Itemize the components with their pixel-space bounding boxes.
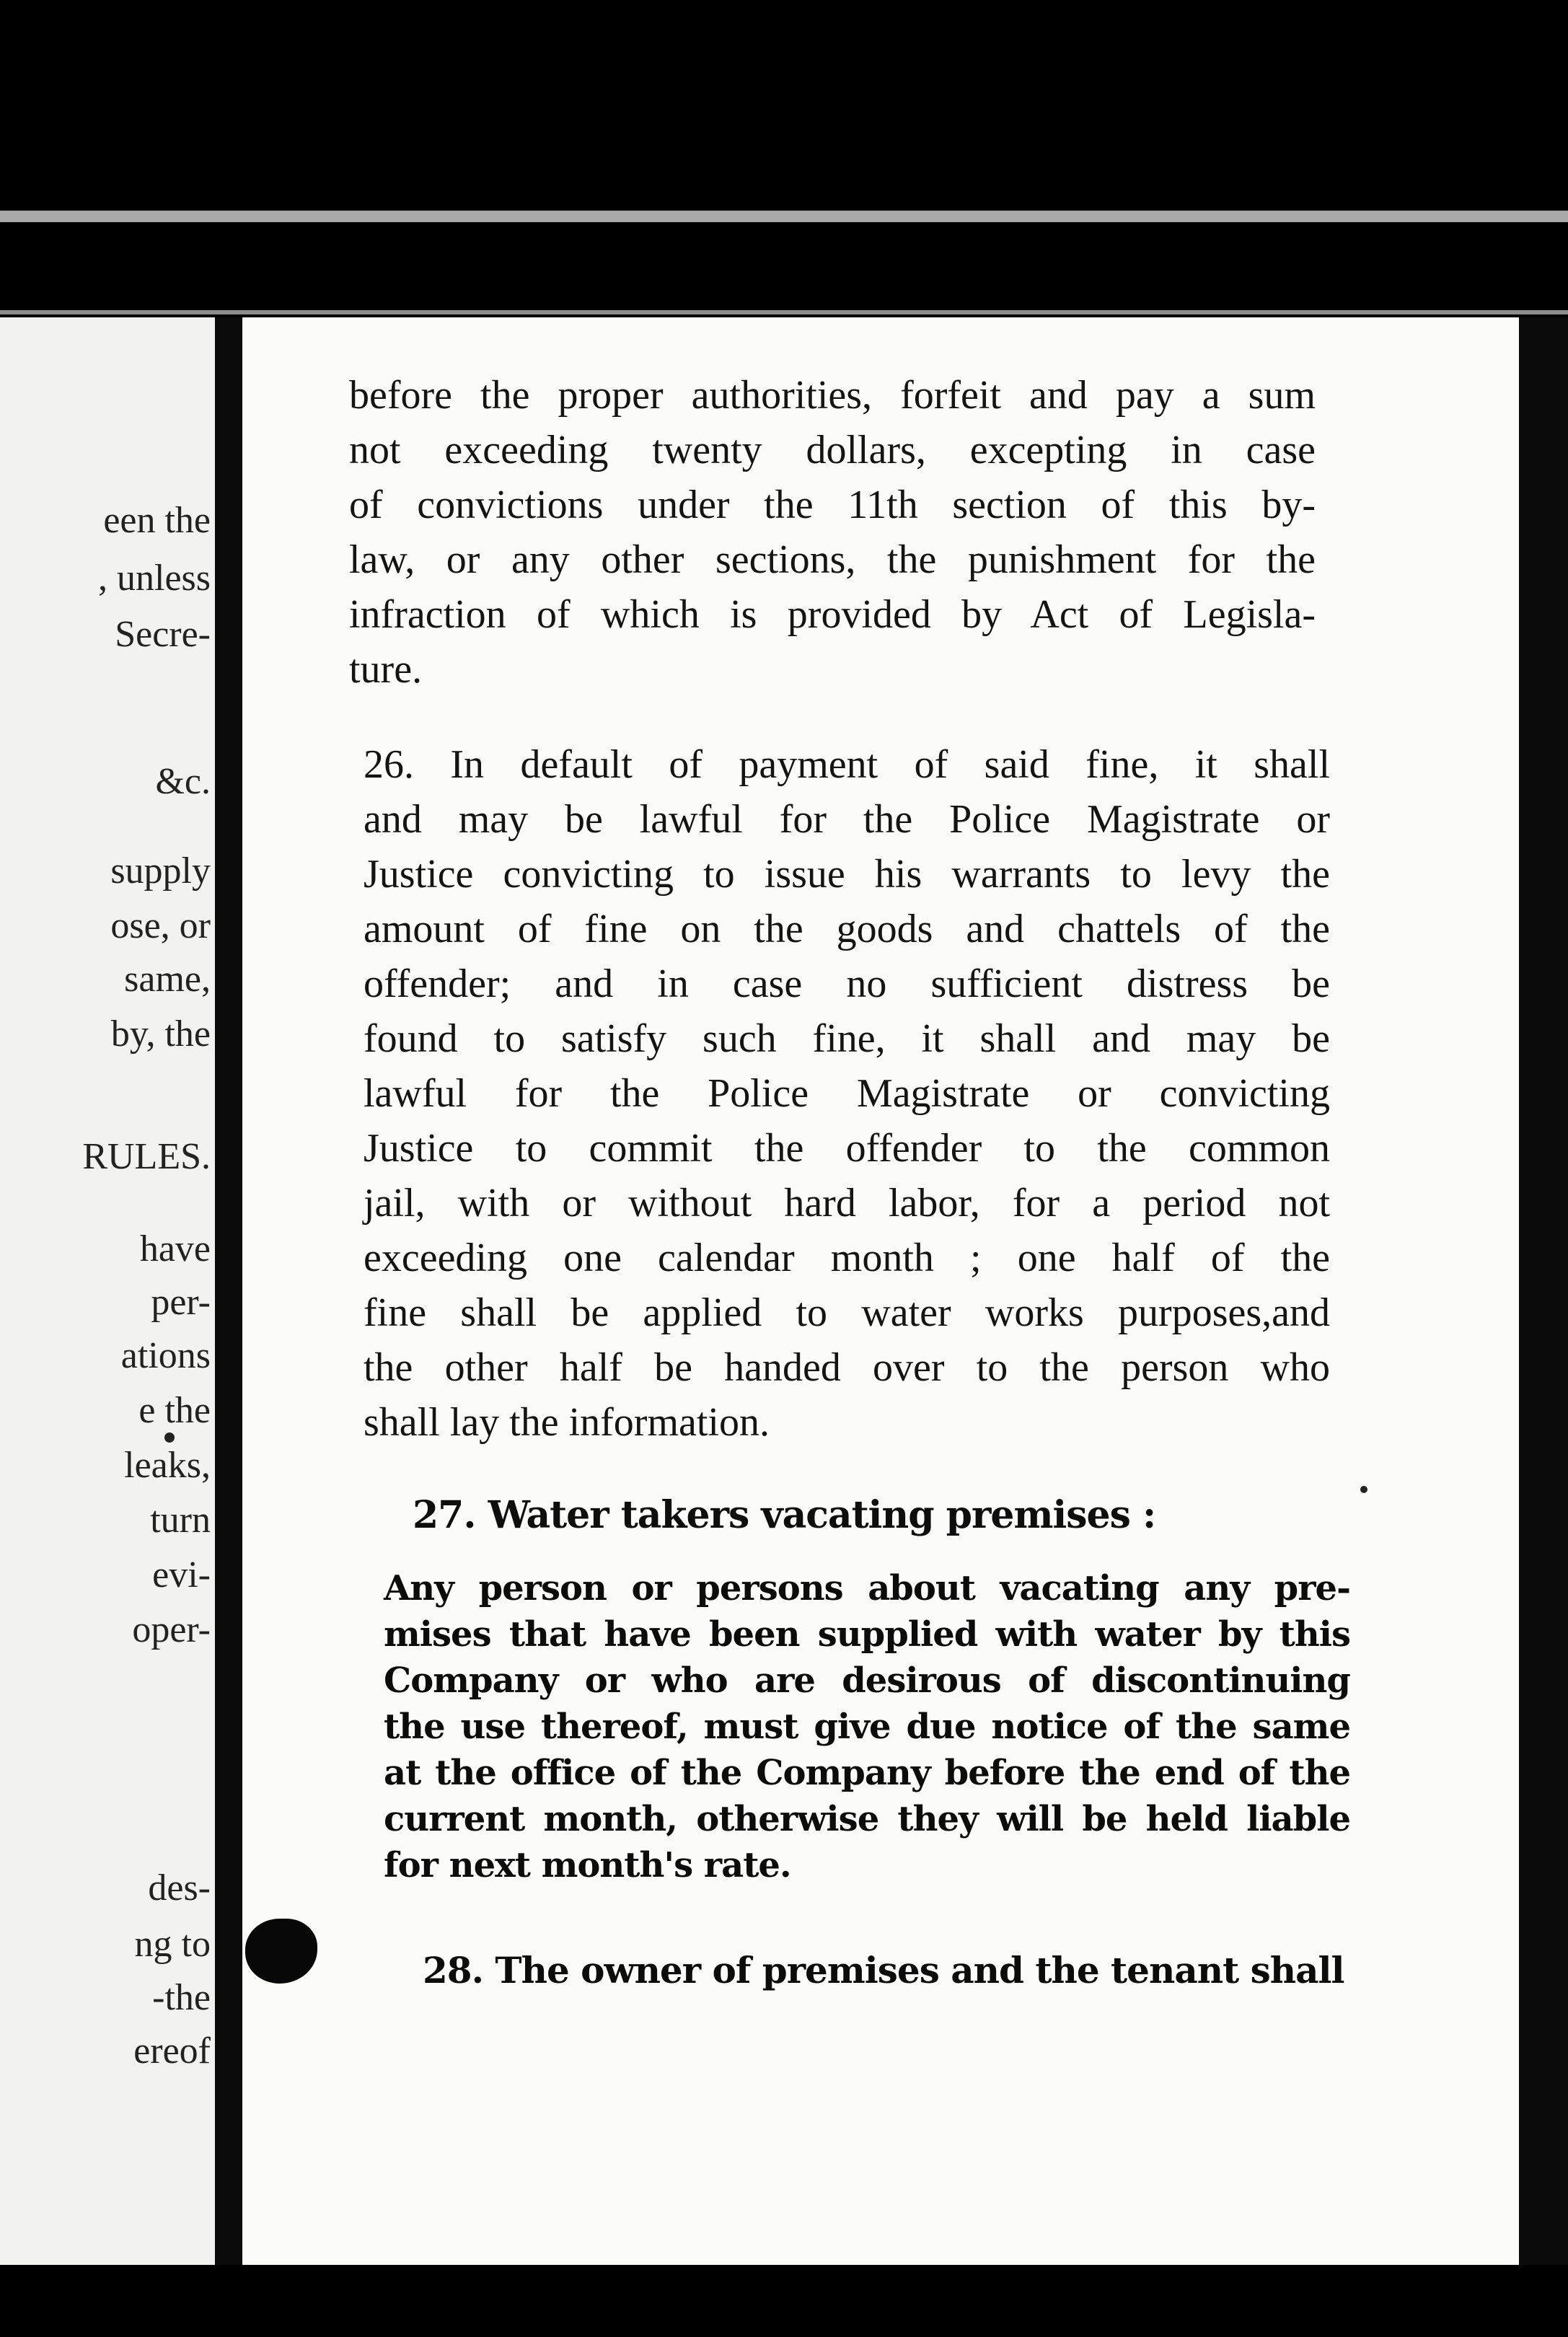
previous-page-line: een the — [103, 500, 211, 541]
top-gray-rule — [0, 211, 1568, 222]
previous-page-line: Secre- — [115, 614, 211, 655]
text-line: and may be lawful for the Police Magistrate or — [364, 797, 1330, 842]
previous-page-line: same, — [124, 959, 211, 1000]
scanned-page — [242, 317, 1519, 2265]
previous-page-line: ations — [120, 1335, 211, 1376]
previous-page-line: leaks, — [124, 1445, 211, 1486]
previous-page-text — [0, 317, 215, 2265]
text-line: Company or who are desirous of discontinuing — [384, 1660, 1350, 1701]
text-line: for next month's rate. — [384, 1845, 791, 1885]
text-line: current month, otherwise they will be held liable — [384, 1799, 1350, 1839]
right-dark-edge — [1519, 317, 1568, 2265]
ink-speck — [1360, 1486, 1367, 1493]
continuation-paragraph — [349, 368, 1568, 697]
previous-page-line: RULES. — [82, 1136, 211, 1177]
text-line: offender; and in case no sufficient distress be — [364, 961, 1330, 1006]
previous-page-line: , unless — [98, 558, 211, 599]
text-line: ture. — [349, 647, 423, 692]
text-line: jail, with or without hard labor, for a period not — [364, 1181, 1330, 1225]
text-line: law, or any other sections, the punishment for the — [349, 537, 1316, 582]
second-gray-rule — [0, 310, 1568, 314]
text-line: exceeding one calendar month ; one half of the — [364, 1236, 1330, 1280]
previous-page-line: ose, or — [110, 905, 211, 946]
previous-page-strip — [0, 317, 215, 2265]
previous-page-line: ereof — [133, 2030, 211, 2072]
text-line: lawful for the Police Magistrate or convicting — [364, 1071, 1330, 1116]
previous-page-line: turn — [150, 1500, 211, 1541]
text-line: amount of fine on the goods and chattels of the — [364, 907, 1330, 951]
text-line: the use thereof, must give due notice of the same — [384, 1707, 1350, 1747]
previous-page-line: per- — [151, 1282, 211, 1323]
previous-page-line: evi- — [152, 1554, 211, 1596]
previous-page-line: -the — [152, 1977, 211, 2018]
section-26-paragraph — [364, 737, 1568, 1450]
previous-page-line: e the — [138, 1390, 211, 1431]
text-line: mises that have been supplied with water by this — [384, 1614, 1350, 1655]
previous-page-line: oper- — [132, 1609, 211, 1650]
text-line: before the proper authorities, forfeit and pay a sum — [349, 373, 1316, 418]
text-line: Justice to commit the offender to the common — [364, 1126, 1330, 1171]
text-line: the other half be handed over to the person who — [364, 1345, 1330, 1390]
previous-page-line: &c. — [155, 761, 211, 802]
previous-page-line: by, the — [110, 1013, 211, 1055]
previous-page-line: supply — [110, 850, 211, 892]
text-line: shall lay the information. — [364, 1400, 770, 1445]
book-gutter — [215, 317, 242, 2265]
text-line: at the office of the Company before the end of the — [384, 1753, 1350, 1793]
text-line: found to satisfy such fine, it shall and may be — [364, 1016, 1330, 1061]
previous-page-line: have — [139, 1228, 211, 1269]
section-27-heading: 27. Water takers vacating premises : — [413, 1493, 1156, 1537]
text-line: Justice convicting to issue his warrants to levy the — [364, 852, 1330, 897]
text-line: of convictions under the 11th section of this by- — [349, 483, 1316, 527]
section-27-paragraph — [384, 1565, 1350, 1888]
text-line: fine shall be applied to water works purposes,and — [364, 1290, 1330, 1335]
text-line: 26. In default of payment of said fine, it shall — [364, 742, 1330, 787]
section-28-start: 28. The owner of premises and the tenant shall — [423, 1949, 1344, 1991]
text-line: infraction of which is provided by Act of Legisla- — [349, 592, 1316, 637]
previous-page-line: des- — [148, 1867, 211, 1909]
previous-page-line: ng to — [134, 1924, 211, 1965]
ink-speck — [164, 1432, 175, 1443]
text-line: Any person or persons about vacating any pre- — [384, 1568, 1350, 1608]
text-line: not exceeding twenty dollars, excepting in case — [349, 428, 1316, 472]
